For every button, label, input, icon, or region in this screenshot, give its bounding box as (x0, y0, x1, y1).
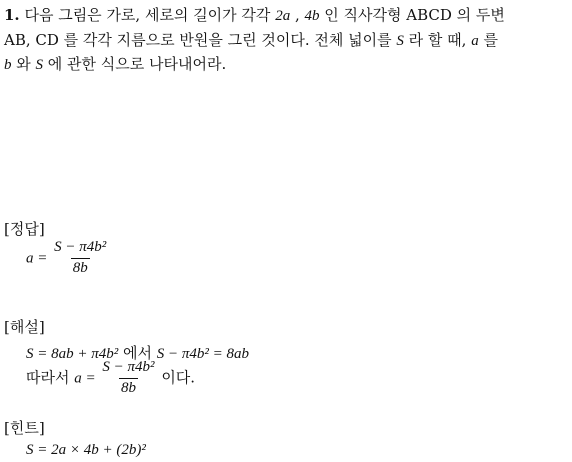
math-var: b (4, 57, 12, 73)
hint-header: [힌트] (4, 419, 45, 437)
explanation-fraction (100, 360, 156, 397)
question-text: 와 (11, 55, 36, 73)
question-text: AB, CD 를 각각 지름으로 반원을 그린 것이다. 전체 넓이를 (4, 31, 397, 49)
question-text: 에 관한 식으로 나타내어라. (43, 55, 227, 73)
fraction-denominator: 8b (120, 379, 136, 396)
math-var: S (396, 33, 404, 49)
figure-blank-area (0, 75, 572, 215)
question-text: 를 (478, 31, 498, 49)
math-expression: S = 8ab + π4b² (26, 346, 119, 362)
question-text: 인 직사각형 ABCD 의 두변 (319, 6, 505, 24)
explanation-text: 이다. (156, 368, 196, 387)
math-var: S (35, 57, 44, 73)
question-text: 다음 그림은 가로, 세로의 길이가 각각 (24, 6, 276, 24)
fraction-denominator: 8b (72, 259, 88, 276)
explanation-line-2 (26, 360, 195, 397)
question-text: 라 할 때, (403, 31, 472, 49)
answer-header: [정답] (4, 220, 45, 238)
explanation-text: 에서 (118, 344, 157, 362)
math-expression: S − π4b² = 8ab (156, 346, 250, 362)
answer-fraction (52, 240, 108, 277)
math-var: 2a (275, 8, 291, 24)
math-expression: S = 2a × 4b + (2b)² (26, 442, 146, 458)
explanation-header: [해설] (4, 318, 45, 336)
answer-lhs: a = (26, 250, 48, 267)
question-text: , (290, 6, 305, 24)
fraction-numerator: S − π4b² (54, 239, 107, 255)
question-number: 1. (4, 6, 20, 24)
answer-formula (26, 240, 108, 277)
explanation-text: 따라서 (26, 368, 75, 387)
math-var: a (471, 33, 479, 49)
math-var: 4b (304, 8, 320, 24)
question-line-1 (4, 4, 505, 25)
fraction-numerator: S − π4b² (102, 359, 155, 375)
question-line-2 (4, 29, 498, 50)
question-line-3 (4, 53, 226, 74)
hint-formula (26, 440, 146, 459)
explanation-lhs: a = (74, 370, 96, 387)
